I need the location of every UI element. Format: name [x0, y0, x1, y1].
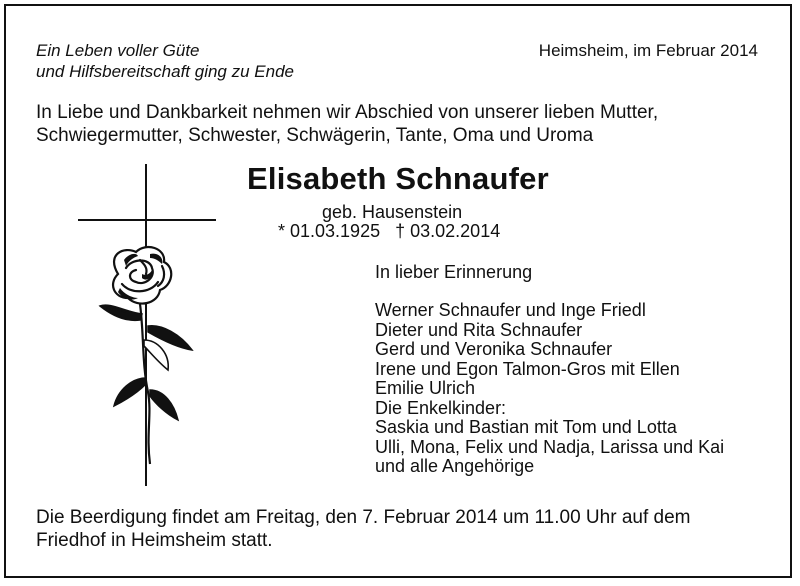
- mourner-line: Gerd und Veronika Schnaufer: [375, 339, 613, 359]
- motto: [36, 40, 294, 82]
- mourner-line: Die Enkelkinder:: [375, 397, 507, 418]
- funeral-line: Friedhof in Heimsheim statt.: [36, 530, 273, 551]
- mourner-line: Saskia und Bastian mit Tom und Lotta: [375, 417, 677, 437]
- motto-line: und Hilfsbereitschaft ging zu Ende: [36, 62, 294, 81]
- deceased-name: Elisabeth Schnaufer: [247, 161, 549, 196]
- memory-line: In lieber Erinnerung: [375, 262, 533, 282]
- funeral-notice: [36, 506, 690, 552]
- funeral-line: Die Beerdigung findet am Freitag, den 7. Februar 2014 um 11.00 Uhr auf dem: [36, 507, 691, 528]
- mourner-line: Emilie Ulrich: [375, 378, 476, 398]
- place-date: Heimsheim, im Februar 2014: [538, 41, 758, 60]
- intro-line: Schwiegermutter, Schwester, Schwägerin, Tante, Oma und Uroma: [36, 125, 594, 146]
- intro-line: In Liebe und Dankbarkeit nehmen wir Abschied von unserer lieben Mutter,: [36, 102, 659, 123]
- cross-with-rose-icon: [66, 164, 216, 494]
- mourner-line: und alle Angehörige: [375, 456, 535, 476]
- maiden-name: geb. Hausenstein: [322, 202, 463, 222]
- mourner-line: Dieter und Rita Schnaufer: [375, 319, 583, 340]
- birth-date: * 01.03.1925: [278, 221, 381, 241]
- death-date: † 03.02.2014: [395, 221, 501, 241]
- mourners-list: [375, 301, 724, 477]
- life-dates: [278, 221, 500, 242]
- intro-text: [36, 101, 658, 147]
- mourner-line: Irene und Egon Talmon-Gros mit Ellen: [375, 358, 680, 379]
- mourner-line: Ulli, Mona, Felix und Nadja, Larissa und Kai: [375, 436, 725, 457]
- motto-line: Ein Leben voller Güte: [36, 41, 200, 60]
- obituary-notice: [4, 4, 792, 578]
- mourner-line: Werner Schnaufer und Inge Friedl: [375, 300, 646, 320]
